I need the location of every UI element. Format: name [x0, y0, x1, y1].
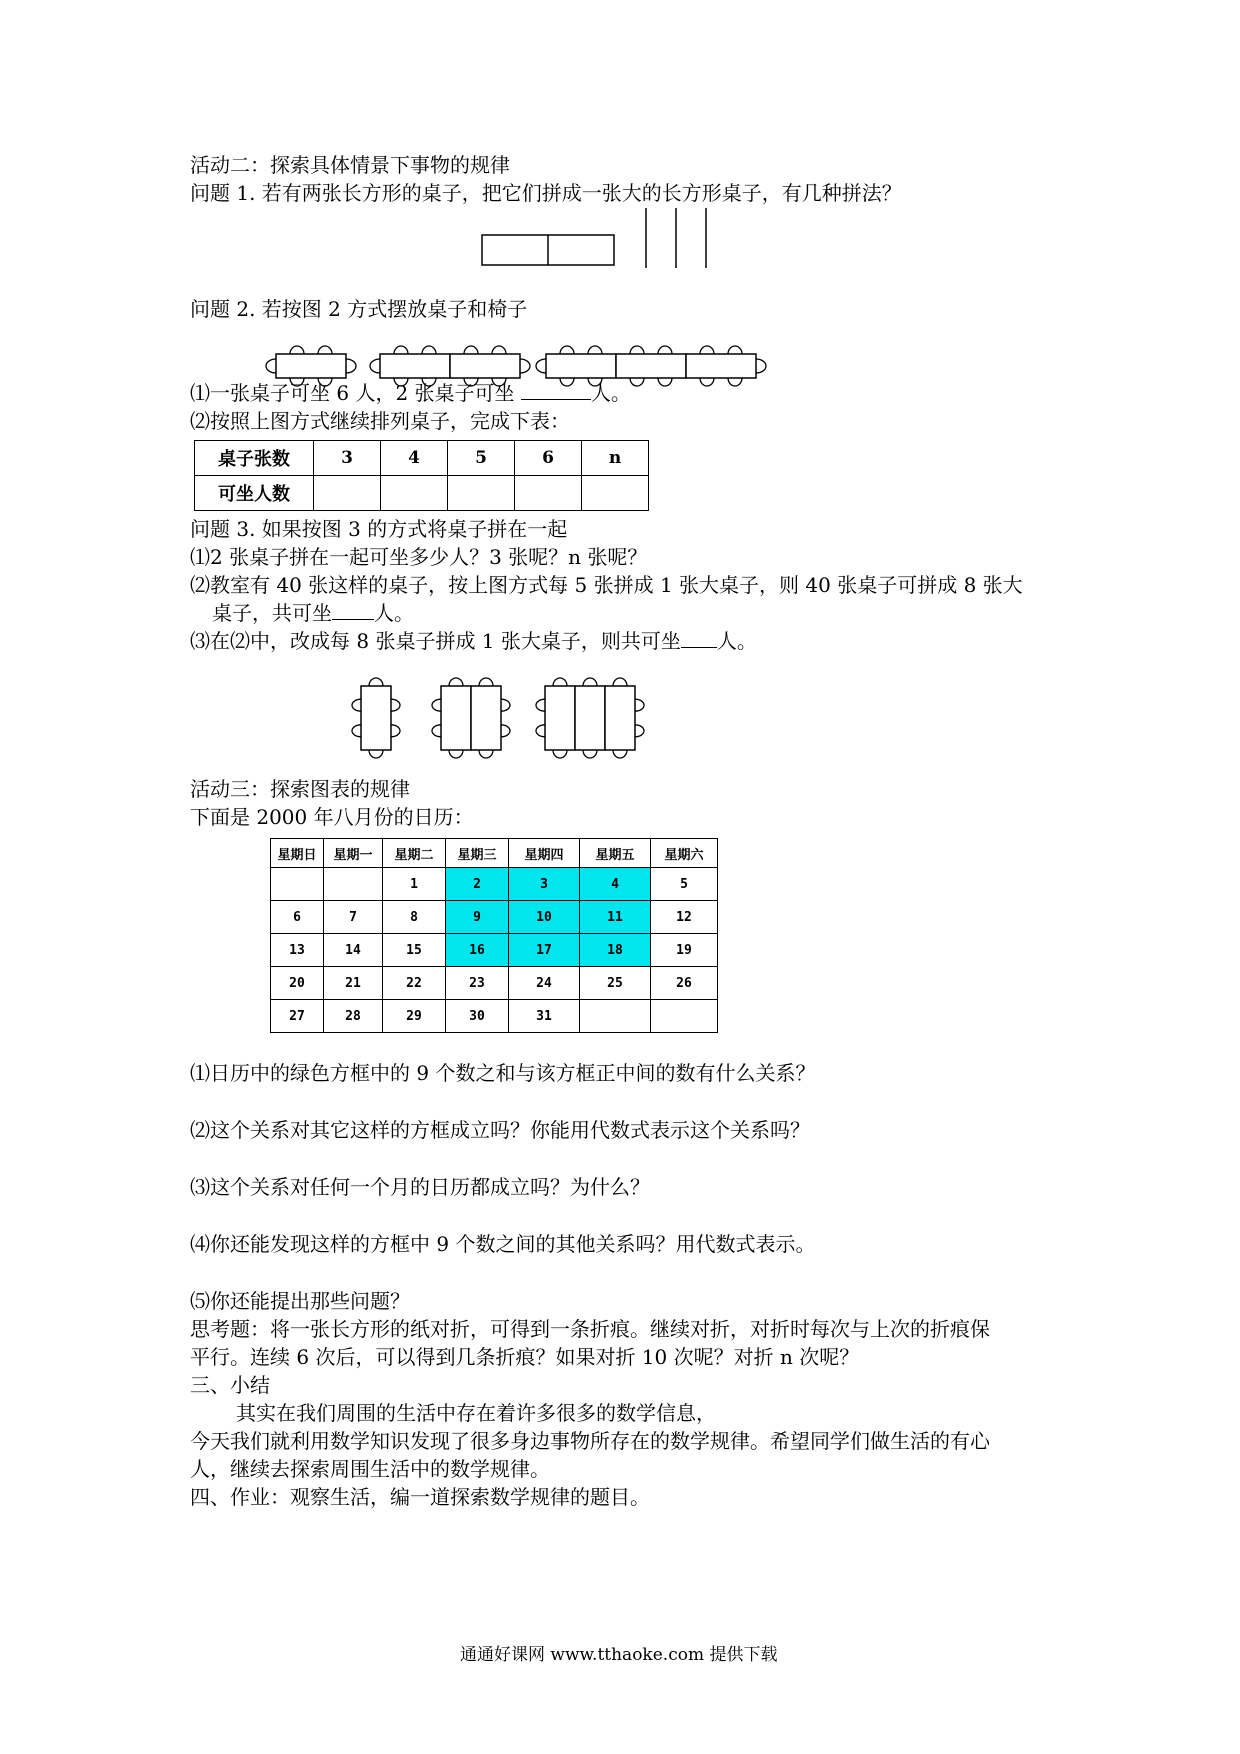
chair-left: [432, 725, 441, 737]
chair-top: [658, 346, 672, 354]
calendar-day-cell: [271, 868, 324, 901]
calendar-day-cell: 7: [324, 901, 383, 934]
chair-left: [352, 725, 361, 737]
summary-line1: 其实在我们周围的生活中存在着许多很多的数学信息，: [236, 1401, 716, 1425]
calendar-day-cell: 8: [383, 901, 446, 934]
chair-bottom: [479, 750, 493, 758]
answer-cell[interactable]: [314, 476, 381, 511]
answer-blank[interactable]: [521, 381, 591, 400]
calendar-header-cell: 星期六: [651, 839, 718, 868]
summary-title: 三、小结: [190, 1373, 270, 1397]
answer-blank[interactable]: [332, 601, 374, 620]
chair-end: [520, 359, 530, 373]
table-rect: [471, 686, 501, 750]
calendar-header-row: [271, 839, 718, 868]
table-rect: [686, 354, 756, 378]
question3-part2-line2: [212, 600, 414, 626]
question2-part2: ⑵按照上图方式继续排列桌子，完成下表：: [190, 409, 570, 433]
calendar-day-cell: 5: [651, 868, 718, 901]
question3-part2-suffix: 人。: [374, 601, 414, 625]
calendar-day-cell: 25: [580, 967, 651, 1000]
question3-part3-suffix: 人。: [716, 629, 757, 653]
table-rect: [605, 686, 635, 750]
calendar-header-cell: 星期五: [580, 839, 651, 868]
chair-right: [635, 725, 644, 737]
table-rect: [616, 354, 686, 378]
chair-end: [266, 359, 276, 373]
chair-left: [536, 725, 545, 737]
answer-cell[interactable]: [515, 476, 582, 511]
chair-top: [700, 346, 714, 354]
homework: 四、作业：观察生活，编一道探索数学规律的题目。: [190, 1485, 650, 1509]
chair-end: [536, 359, 546, 373]
figure3-table-groups: [345, 668, 665, 768]
calendar-day-cell: 26: [651, 967, 718, 1000]
chair-top: [560, 346, 574, 354]
chair-top: [492, 346, 506, 354]
chair-top: [449, 678, 463, 686]
chair-top: [613, 678, 627, 686]
calendar-day-cell: 10: [509, 901, 580, 934]
chair-bottom: [630, 378, 644, 386]
answer-cell[interactable]: [381, 476, 448, 511]
chair-top: [318, 346, 332, 354]
table-cell: n: [582, 441, 649, 476]
calendar-question1: ⑴日历中的绿色方框中的 9 个数之和与该方框正中间的数有什么关系？: [190, 1061, 816, 1085]
question2-part1-suffix: 人。: [590, 381, 631, 405]
table-cell: 5: [448, 441, 515, 476]
table-row-label: 桌子张数: [195, 441, 314, 476]
chair-bottom: [553, 750, 567, 758]
table-cell: 3: [314, 441, 381, 476]
calendar-week-row: [271, 967, 718, 1000]
calendar-day-cell: 9: [446, 901, 509, 934]
calendar-day-cell: 16: [446, 934, 509, 967]
answer-blank[interactable]: [681, 629, 717, 648]
chair-bottom: [700, 378, 714, 386]
table-cell: 4: [381, 441, 448, 476]
chair-end: [346, 359, 356, 373]
chair-top: [728, 346, 742, 354]
chair-top: [290, 346, 304, 354]
calendar-table: [270, 838, 718, 1033]
chair-right: [391, 699, 400, 711]
question3-part2-line1: ⑵教室有 40 张这样的桌子，按上图方式每 5 张拼成 1 张大桌子，则 40 张桌子可拼成 8 张大: [190, 573, 1023, 597]
question2-part1-text: ⑴一张桌子可坐 6 人，2 张桌子可坐: [190, 381, 515, 405]
calendar-question2: ⑵这个关系对其它这样的方框成立吗？你能用代数式表示这个关系吗？: [190, 1118, 810, 1142]
activity2-title: 活动二：探索具体情景下事物的规律: [190, 153, 510, 177]
chair-right: [501, 725, 510, 737]
calendar-day-cell: 31: [509, 1000, 580, 1033]
chair-bottom: [613, 750, 627, 758]
summary-line2: 今天我们就利用数学知识发现了很多身边事物所存在的数学规律。希望同学们做生活的有心: [190, 1429, 990, 1453]
calendar-day-cell: 22: [383, 967, 446, 1000]
calendar-day-cell: 21: [324, 967, 383, 1000]
chair-bottom: [449, 750, 463, 758]
calendar-day-cell: [651, 1000, 718, 1033]
think-question-line1: 思考题：将一张长方形的纸对折，可得到一条折痕。继续对折，对折时每次与上次的折痕保: [190, 1317, 990, 1341]
calendar-question4: ⑷你还能发现这样的方框中 9 个数之间的其他关系吗？用代数式表示。: [190, 1232, 816, 1256]
chair-bottom: [658, 378, 672, 386]
calendar-day-cell: 1: [383, 868, 446, 901]
question3-part1: ⑴2 张桌子拼在一起可坐多少人？3 张呢？n 张呢？: [190, 545, 648, 569]
summary-line3: 人，继续去探索周围生活中的数学规律。: [190, 1457, 550, 1481]
chair-top: [588, 346, 602, 354]
question2-part1: [190, 380, 631, 406]
calendar-day-cell: 30: [446, 1000, 509, 1033]
calendar-header-cell: 星期四: [509, 839, 580, 868]
calendar-day-cell: 15: [383, 934, 446, 967]
calendar-day-cell: 19: [651, 934, 718, 967]
calendar-day-cell: [580, 1000, 651, 1033]
question3: 问题 3. 如果按图 3 的方式将桌子拼在一起: [190, 517, 568, 541]
calendar-day-cell: [324, 868, 383, 901]
question3-part2-text: 桌子，共可坐: [212, 601, 332, 625]
table-rect: [441, 686, 471, 750]
table-rect: [450, 354, 520, 378]
calendar-intro: 下面是 2000 年八月份的日历：: [190, 805, 474, 829]
chair-top: [422, 346, 436, 354]
calendar-day-cell: 24: [509, 967, 580, 1000]
chair-left: [352, 699, 361, 711]
calendar-day-cell: 29: [383, 1000, 446, 1033]
calendar-day-cell: 28: [324, 1000, 383, 1033]
calendar-day-cell: 17: [509, 934, 580, 967]
chair-top: [630, 346, 644, 354]
table-rect: [361, 686, 391, 750]
chair-left: [432, 699, 441, 711]
calendar-day-cell: 20: [271, 967, 324, 1000]
calendar-header-cell: 星期三: [446, 839, 509, 868]
answer-cell[interactable]: [582, 476, 649, 511]
calendar-header-cell: 星期一: [324, 839, 383, 868]
chair-top: [464, 346, 478, 354]
question1: 问题 1. 若有两张长方形的桌子，把它们拼成一张大的长方形桌子，有几种拼法？: [190, 181, 902, 205]
calendar-day-cell: 13: [271, 934, 324, 967]
table-row: [195, 441, 649, 476]
chair-end: [756, 359, 766, 373]
chair-left: [536, 699, 545, 711]
table-rect: [545, 686, 575, 750]
question2: 问题 2. 若按图 2 方式摆放桌子和椅子: [190, 297, 528, 321]
answer-cell[interactable]: [448, 476, 515, 511]
seating-table: [194, 440, 649, 511]
table-cell: 6: [515, 441, 582, 476]
chair-top: [369, 678, 383, 686]
calendar-day-cell: 18: [580, 934, 651, 967]
calendar-week-row: [271, 901, 718, 934]
chair-right: [391, 725, 400, 737]
table-row: [195, 476, 649, 511]
table-rect: [380, 354, 450, 378]
calendar-day-cell: 6: [271, 901, 324, 934]
table-rect: [276, 354, 346, 378]
calendar-header-cell: 星期二: [383, 839, 446, 868]
chair-top: [479, 678, 493, 686]
think-question-line2: 平行。连续 6 次后，可以得到几条折痕？如果对折 10 次呢？对折 n 次呢？: [190, 1345, 860, 1369]
calendar-day-cell: 14: [324, 934, 383, 967]
chair-bottom: [369, 750, 383, 758]
chair-bottom: [583, 750, 597, 758]
calendar-day-cell: 4: [580, 868, 651, 901]
question3-part3-text: ⑶在⑵中，改成每 8 张桌子拼成 1 张大桌子，则共可坐: [190, 629, 681, 653]
calendar-week-row: [271, 868, 718, 901]
table-rect: [575, 686, 605, 750]
chair-right: [501, 699, 510, 711]
calendar-question3: ⑶这个关系对任何一个月的日历都成立吗？为什么？: [190, 1175, 650, 1199]
footer: 通通好课网 www.tthaoke.com 提供下载: [460, 1645, 778, 1665]
calendar-day-cell: 11: [580, 901, 651, 934]
table-rect: [546, 354, 616, 378]
calendar-question5: ⑸你还能提出那些问题？: [190, 1289, 410, 1313]
chair-top: [583, 678, 597, 686]
calendar-day-cell: 2: [446, 868, 509, 901]
calendar-header-cell: 星期日: [271, 839, 324, 868]
chair-end: [370, 359, 380, 373]
calendar-day-cell: 12: [651, 901, 718, 934]
question3-part3: [190, 628, 757, 654]
calendar-day-cell: 3: [509, 868, 580, 901]
table-row-label: 可坐人数: [195, 476, 314, 511]
chair-right: [635, 699, 644, 711]
calendar-day-cell: 27: [271, 1000, 324, 1033]
calendar-day-cell: 23: [446, 967, 509, 1000]
chair-top: [394, 346, 408, 354]
calendar-week-row: [271, 934, 718, 967]
activity3-title: 活动三：探索图表的规律: [190, 777, 410, 801]
chair-top: [553, 678, 567, 686]
figure1-table-arrangements: [480, 205, 730, 275]
calendar-week-row: [271, 1000, 718, 1033]
chair-bottom: [728, 378, 742, 386]
